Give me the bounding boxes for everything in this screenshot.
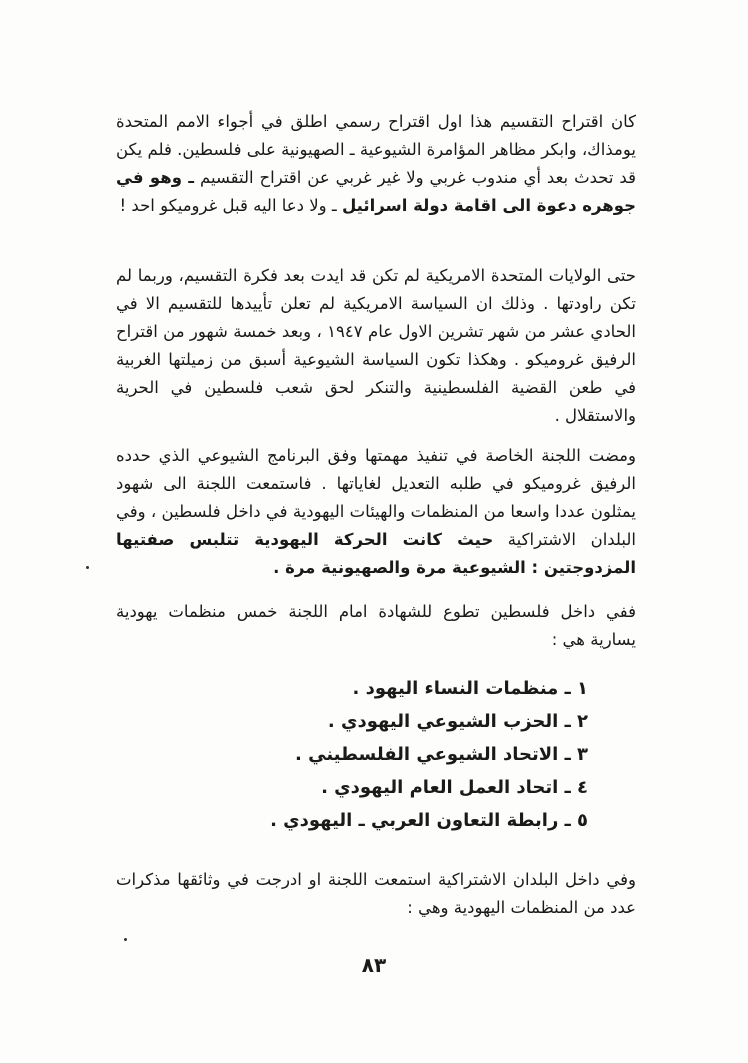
speck-mark (86, 566, 89, 569)
paragraph-text: حتى الولايات المتحدة الامريكية لم تكن قد ايدت بعد فكرة التقسيم، وربما لم تكن راودتها . وذلك ان السياسة الامريكية لم تعلن تأييدها للتقسيم الا في الحادي عشر من شهر تشرين الاول عام ١٩٤٧ ، وبعد خمسة شهور من اقتراح الرفيق غروميكو . وهكذا تكون السياسة الشيوعية أسبق من زميلتها الغربية في طعن القضية الفلسطينية والتنكر لحق شعب فلسطين في الحرية والاستقلال . (116, 266, 636, 425)
list-item: ٢ ـ الحزب الشيوعي اليهودي . (327, 711, 588, 732)
speck-mark (124, 938, 127, 941)
list-item: ٣ ـ الاتحاد الشيوعي الفلسطيني . (295, 744, 588, 765)
paragraph-text: وفي داخل البلدان الاشتراكية استمعت اللجنة او ادرجت في وثائقها مذكرات عدد من المنظمات اليهودية وهي : (116, 870, 636, 917)
paragraph-inside-palestine (116, 598, 636, 654)
organizations-list (168, 672, 588, 837)
list-item: ١ ـ منظمات النساء اليهود . (352, 678, 588, 699)
paragraph-us-position (116, 262, 636, 430)
paragraph-text: ففي داخل فلسطين تطوع للشهادة امام اللجنة خمس منظمات يهودية يسارية هي : (116, 602, 636, 649)
list-item: ٥ ـ رابطة التعاون العربي ـ اليهودي . (270, 810, 588, 831)
paragraph-text: ـ ولا دعا اليه قبل غروميكو احد ! (119, 196, 342, 215)
page-number: ٨٣ (361, 953, 387, 977)
paragraph-partition-proposal (116, 108, 636, 220)
paragraph-bold-text: ـ وهو في جوهره دعوة الى اقامة دولة اسرائيل (116, 168, 636, 215)
paragraph-text: كان اقتراح التقسيم هذا اول اقتراح رسمي اطلق في أجواء الامم المتحدة يومذاك، وابكر مظاهر المؤامرة الشيوعية ـ الصهيونية على فلسطين. فلم يكن قد تحدث بعد أي مندوب غربي ولا غير غربي عن اقتراح التقسيم (116, 112, 636, 187)
paragraph-text: ومضت اللجنة الخاصة في تنفيذ مهمتها وفق البرنامج الشيوعي الذي حدده الرفيق غروميكو في طلبه التعديل لغاياتها . فاستمعت اللجنة الى شهود يمثلون عددا واسعا من المنظمات والهيئات اليهودية في داخل فلسطين ، وفي البلدان الاشتراكية (116, 446, 636, 549)
paragraph-special-committee (116, 442, 636, 582)
list-item: ٤ ـ اتحاد العمل العام اليهودي . (321, 777, 588, 798)
paragraph-bold-text: حيث كانت الحركة اليهودية تتلبس صفتيها المزدوجتين : الشيوعية مرة والصهيونية مرة . (116, 530, 636, 577)
paragraph-socialist-countries (116, 866, 636, 922)
